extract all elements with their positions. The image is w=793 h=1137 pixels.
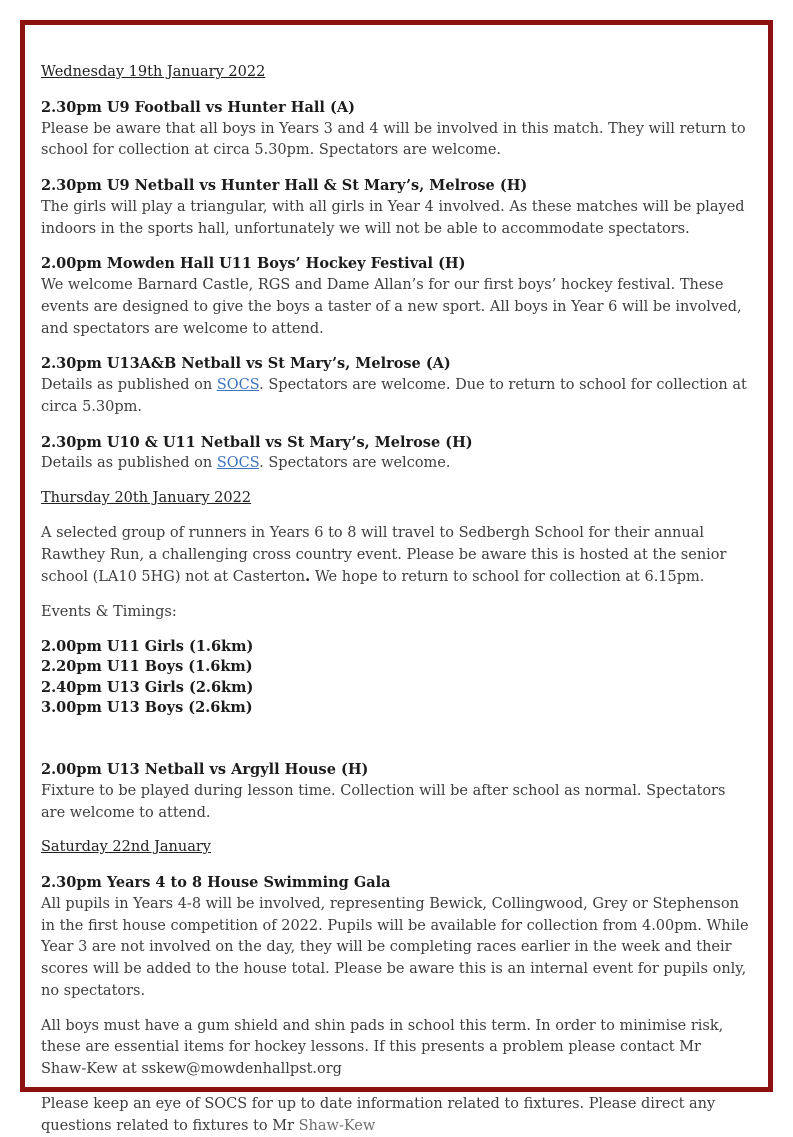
timing-item: 3.00pm U13 Boys (2.6km) (41, 699, 253, 717)
shaw-kew-name: Shaw-Kew (298, 1117, 376, 1134)
socs-link[interactable]: SOCS (216, 377, 260, 393)
event-description (41, 453, 750, 475)
paragraph-text: Please keep an eye of SOCS for up to date information related to fixtures. Please direct any questions related to fixtures to Mr (41, 1095, 716, 1134)
paragraph-text: A selected group of runners in Years 6 to 8 will travel to Sedbergh School for their annual Rawthey Run, a challenging cross country event. Please be aware this is hosted at the senior school (LA10 5HG) not at Casterton (41, 524, 727, 586)
bold-period: . (305, 568, 311, 586)
page-border-frame (20, 20, 773, 1134)
timings-label: Events & Timings: (41, 604, 177, 620)
event-title: 2.30pm U10 & U11 Netball vs St Mary’s, Melrose (H) (41, 433, 473, 451)
event-description-text: Details as published on (41, 377, 217, 393)
event-title: 2.00pm Mowden Hall U11 Boys’ Hockey Festival (H) (41, 255, 466, 273)
event-description: Fixture to be played during lesson time. Collection will be after school as normal. Spectators are welcome to attend. (41, 782, 726, 821)
timing-item: 2.00pm U11 Girls (1.6km) (41, 637, 254, 655)
section-wednesday (41, 62, 750, 475)
event-house-swimming-gala (41, 872, 750, 1003)
event-u13-netball-argyll (41, 759, 750, 824)
section-thursday (41, 488, 750, 824)
section-saturday (41, 837, 750, 1002)
event-u11-hockey-festival (41, 253, 750, 340)
section-notes (41, 1016, 750, 1137)
timing-item: 2.40pm U13 Girls (2.6km) (41, 678, 254, 696)
date-heading-thursday: Thursday 20th January 2022 (41, 490, 252, 506)
event-description-text: Details as published on (41, 455, 217, 472)
event-description: The girls will play a triangular, with all girls in Year 4 involved. As these matches will be played indoors in the sports hall, unfortunately we will not be able to accommodate spectators. (41, 198, 745, 237)
rawthey-run-paragraph (41, 523, 750, 589)
event-title: 2.00pm U13 Netball vs Argyll House (H) (41, 761, 369, 779)
event-title: 2.30pm U13A&B Netball vs St Mary’s, Melrose (A) (41, 355, 451, 373)
event-description-text: . Spectators are welcome. (259, 455, 451, 472)
event-description-text: . Spectators are welcome. Due to return to school for collection at circa 5.30pm. (41, 377, 747, 415)
date-heading-wednesday: Wednesday 19th January 2022 (41, 64, 266, 80)
event-title: 2.30pm Years 4 to 8 House Swimming Gala (41, 874, 391, 892)
event-description: All pupils in Years 4-8 will be involved, representing Bewick, Collingwood, Grey or Stephenson in the first house competition of 2022. Pupils will be available for collection from 4.00pm. While Year 3 are not involved on the day, they will be completing races earlier in the week and their scores will be added to the house total. Please be aware this is an internal event for pupils only, no spectators. (41, 895, 749, 999)
event-description: We welcome Barnard Castle, RGS and Dame Allan’s for our first boys’ hockey festival. These events are designed to give the boys a taster of a new sport. All boys in Year 6 will be involved, and spectators are welcome to attend. (41, 277, 742, 337)
newsletter-content (25, 25, 768, 1137)
event-description (41, 375, 750, 419)
gum-shield-paragraph: All boys must have a gum shield and shin pads in school this term. In order to minimise risk, these are essential items for hockey lessons. If this presents a problem please contact Mr Shaw-Kew at sskew@mowdenhallpst.org (41, 1017, 724, 1078)
event-title: 2.30pm U9 Netball vs Hunter Hall & St Mary’s, Melrose (H) (41, 177, 528, 194)
timing-item: 2.20pm U11 Boys (1.6km) (41, 658, 253, 676)
socs-link[interactable]: SOCS (216, 455, 260, 472)
event-description: Please be aware that all boys in Years 3 and 4 will be involved in this match. They will return to school for collection at circa 5.30pm. Spectators are welcome. (41, 120, 746, 159)
blank-line (41, 732, 750, 759)
paragraph-text: We hope to return to school for collection at 6.15pm. (310, 569, 705, 586)
date-heading-saturday: Saturday 22nd January (41, 839, 211, 856)
event-u13ab-netball (41, 353, 750, 418)
event-u10-u11-netball (41, 432, 750, 476)
socs-reminder-paragraph (41, 1094, 750, 1137)
timings-list (41, 637, 750, 719)
event-title: 2.30pm U9 Football vs Hunter Hall (A) (41, 98, 355, 116)
event-u9-football (41, 97, 750, 162)
event-u9-netball (41, 175, 750, 240)
